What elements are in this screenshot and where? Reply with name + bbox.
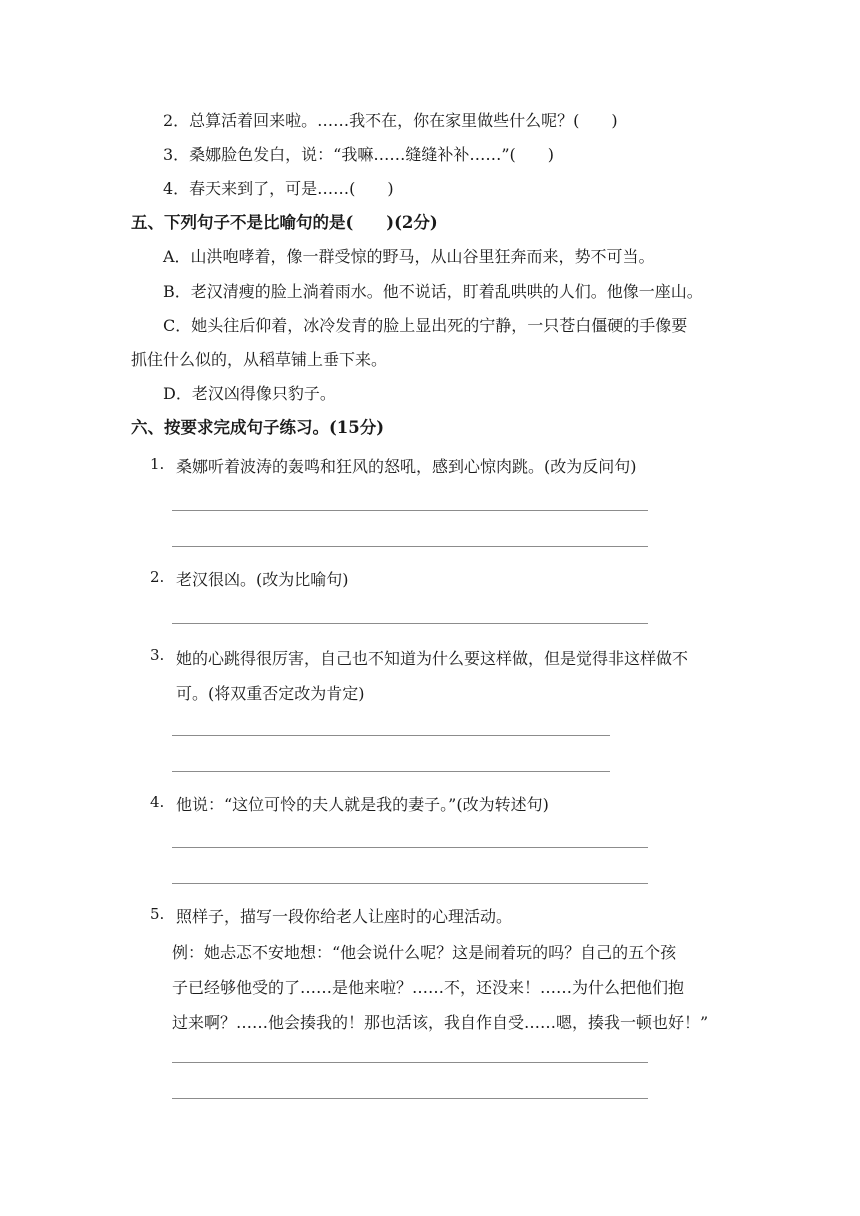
q5-number: 5. — [150, 905, 165, 923]
q4-text: 他说：“这位可怜的夫人就是我的妻子。”(改为转述句) — [176, 795, 549, 814]
s4-item-3: 3．桑娜脸色发白，说：“我嘛……缝缝补补……”( ) — [163, 145, 555, 164]
s5-option-d: D．老汉凶得像只豹子。 — [163, 384, 336, 403]
q5-example-line1: 例：她忐忑不安地想：“他会说什么呢？这是闹着玩的吗？自己的五个孩 — [172, 943, 677, 962]
s6-heading: 六、按要求完成句子练习。(15分) — [131, 418, 385, 437]
q1-number: 1. — [150, 455, 165, 473]
q4-number: 4. — [150, 793, 165, 811]
q2-text: 老汉很凶。(改为比喻句) — [176, 570, 349, 589]
q5-example-line3: 过来啊？……他会揍我的！那也活该，我自作自受……嗯，揍我一顿也好！” — [172, 1013, 709, 1032]
q5-text: 照样子，描写一段你给老人让座时的心理活动。 — [176, 907, 513, 926]
q3-line2: 可。(将双重否定改为肯定) — [176, 684, 365, 703]
q2-answer-line-1[interactable] — [172, 623, 648, 624]
q4-answer-line-2[interactable] — [172, 883, 648, 884]
s4-item-4: 4．春天来到了，可是……( ) — [163, 179, 394, 198]
q3-answer-line-1[interactable] — [172, 735, 610, 736]
q5-example-line2: 子已经够他受的了……是他来啦？……不，还没来！……为什么把他们抱 — [172, 978, 685, 997]
q4-answer-line-1[interactable] — [172, 847, 648, 848]
q1-answer-line-1[interactable] — [172, 510, 648, 511]
q1-answer-line-2[interactable] — [172, 546, 648, 547]
q5-answer-line-1[interactable] — [172, 1062, 648, 1063]
s5-option-c-line2: 抓住什么似的，从稻草铺上垂下来。 — [131, 350, 388, 369]
s5-heading: 五、下列句子不是比喻句的是( )(2分) — [131, 213, 438, 232]
q5-answer-line-2[interactable] — [172, 1098, 648, 1099]
q2-number: 2. — [150, 568, 165, 586]
s5-option-a: A．山洪咆哮着，像一群受惊的野马，从山谷里狂奔而来，势不可当。 — [163, 247, 655, 266]
q3-answer-line-2[interactable] — [172, 771, 610, 772]
s4-item-2: 2．总算活着回来啦。……我不在，你在家里做些什么呢？( ) — [163, 111, 618, 130]
q1-text: 桑娜听着波涛的轰鸣和狂风的怒吼，感到心惊肉跳。(改为反问句) — [176, 457, 637, 476]
s5-option-c-line1: C．她头往后仰着，冰冷发青的脸上显出死的宁静，一只苍白僵硬的手像要 — [163, 316, 688, 335]
q3-number: 3. — [150, 646, 165, 664]
s5-option-b: B．老汉清瘦的脸上淌着雨水。他不说话，盯着乱哄哄的人们。他像一座山。 — [163, 282, 703, 301]
q3-line1: 她的心跳得很厉害，自己也不知道为什么要这样做，但是觉得非这样做不 — [176, 649, 689, 668]
